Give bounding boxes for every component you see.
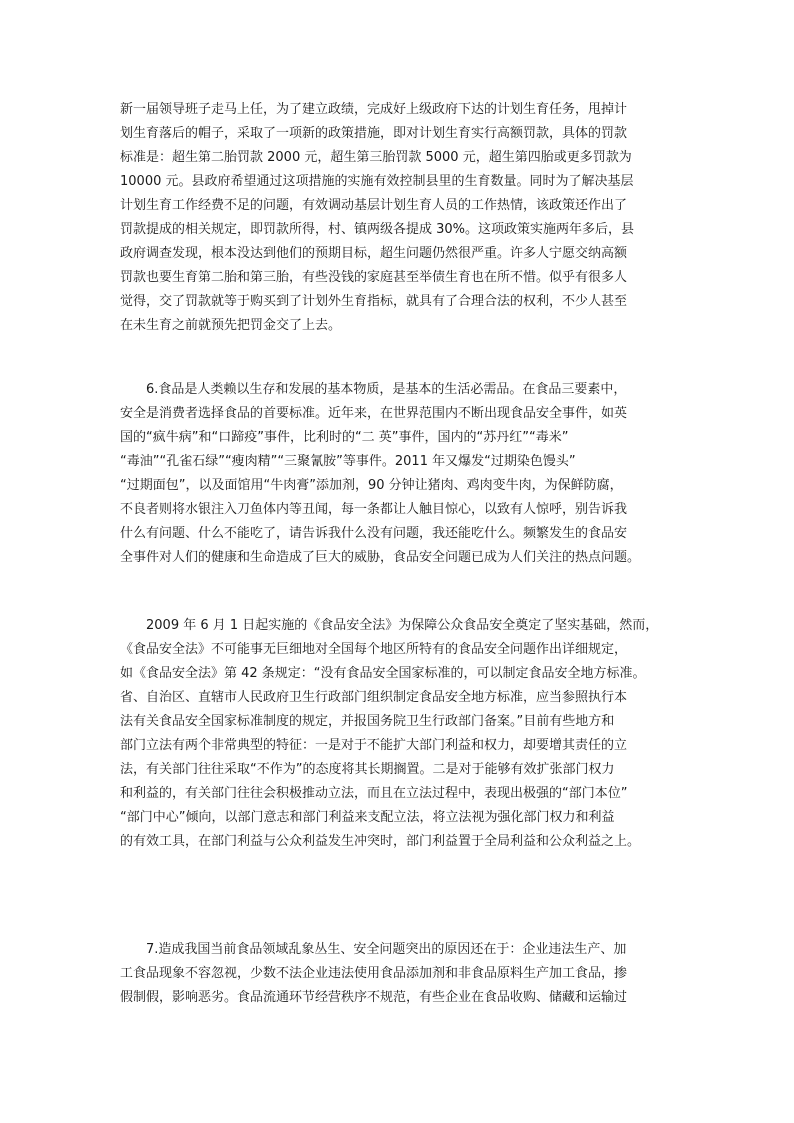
text-line: 《食品安全法》不可能事无巨细地对全国每个地区所特有的食品安全问题作出详细规定， (120, 642, 628, 657)
text-line: 假制假，影响恶劣。食品流通环节经营秩序不规范，有些企业在食品收购、储藏和运输过 (120, 990, 628, 1005)
text-line: 计划生育工作经费不足的问题，有效调动基层计划生育人员的工作热情，该政策还作出了 (120, 198, 628, 213)
text-line: 觉得，交了罚款就等于购买到了计划外生育指标，就具有了合理合法的权利，不少人甚至 (120, 294, 628, 309)
text-line: 不良者则将水银注入刀鱼体内等丑闻，每一条都让人触目惊心，以致有人惊呼，别告诉我 (120, 502, 628, 517)
text-line: 国的“疯牛病”和“口蹄疫”事件，比利时的“二 英”事件，国内的“苏丹红”“毒米” (120, 430, 569, 445)
text-line: 6.食品是人类赖以生存和发展的基本物质，是基本的生活必需品。在食品三要素中， (146, 382, 627, 397)
text-line: 政府调查发现，根本没达到他们的预期目标，超生问题仍然很严重。许多人宁愿交纳高额 (120, 246, 628, 261)
text-line: 的有效工具，在部门利益与公众利益发生冲突时，部门利益置于全局利益和公众利益之上。 (120, 834, 641, 849)
text-line: “过期面包”，以及面馆用“牛肉膏”添加剂，90 分钟让猪肉、鸡肉变牛肉，为保鲜防腐， (120, 478, 623, 493)
text-line: 划生育落后的帽子，采取了一项新的政策措施，即对计划生育实行高额罚款，具体的罚款 (120, 126, 628, 141)
text-line: 全事件对人们的健康和生命造成了巨大的威胁，食品安全问题已成为人们关注的热点问题。 (120, 550, 641, 565)
text-line: “部门中心”倾向，以部门意志和部门利益来支配立法，将立法视为强化部门权力和利益 (120, 810, 615, 825)
paragraph-planning-fines (120, 98, 680, 338)
text-line: 省、自治区、直辖市人民政府卫生行政部门组织制定食品安全地方标准，应当参照执行本 (120, 690, 628, 705)
text-line: 罚款提成的相关规定，即罚款所得，村、镇两级各提成 30%。这项政策实施两年多后，县 (120, 222, 635, 237)
text-line: 如《食品安全法》第 42 条规定：“没有食品安全国家标准的，可以制定食品安全地方标准。 (120, 666, 646, 681)
paragraph-food-safety-law (120, 614, 680, 854)
text-line: 安全是消费者选择食品的首要标准。近年来，在世界范围内不断出现食品安全事件，如英 (120, 406, 628, 421)
text-line: 罚款也要生育第二胎和第三胎，有些没钱的家庭甚至举债生育也在所不惜。似乎有很多人 (120, 270, 628, 285)
text-line: 工食品现象不容忽视，少数不法企业违法使用食品添加剂和非食品原料生产加工食品，掺 (120, 966, 628, 981)
text-line: 2009 年 6 月 1 日起实施的《食品安全法》为保障公众食品安全奠定了坚实基础，然而， (146, 618, 659, 633)
text-line: 在未生育之前就预先把罚金交了上去。 (120, 318, 342, 333)
text-line: “毒油”“孔雀石绿”“瘦肉精”“三聚氰胺”等事件。2011 年又爆发“过期染色馒头” (120, 454, 576, 469)
text-line: 法有关食品安全国家标准制度的规定，并报国务院卫生行政部门备案。”目前有些地方和 (120, 714, 615, 729)
text-line: 和利益的，有关部门往往会积极推动立法，而且在立法过程中，表现出极强的“部门本位” (120, 786, 628, 801)
text-line: 新一届领导班子走马上任，为了建立政绩，完成好上级政府下达的计划生育任务，甩掉计 (120, 102, 628, 117)
text-line: 法，有关部门往往采取“不作为”的态度将其长期搁置。二是对于能够有效扩张部门权力 (120, 762, 615, 777)
text-line: 什么有问题、什么不能吃了，请告诉我什么没有问题，我还能吃什么。频繁发生的食品安 (120, 526, 628, 541)
paragraph-food-safety-6 (120, 378, 680, 570)
text-line: 7.造成我国当前食品领域乱象丛生、安全问题突出的原因还在于：企业违法生产、加 (146, 942, 627, 957)
text-line: 标准是：超生第二胎罚款 2000 元，超生第三胎罚款 5000 元，超生第四胎或更多罚款为 (120, 150, 632, 165)
text-line: 10000 元。县政府希望通过这项措施的实施有效控制县里的生育数量。同时为了解决基层 (120, 174, 634, 189)
text-line: 部门立法有两个非常典型的特征：一是对于不能扩大部门利益和权力，却要增其责任的立 (120, 738, 628, 753)
paragraph-food-safety-7 (120, 938, 680, 1010)
